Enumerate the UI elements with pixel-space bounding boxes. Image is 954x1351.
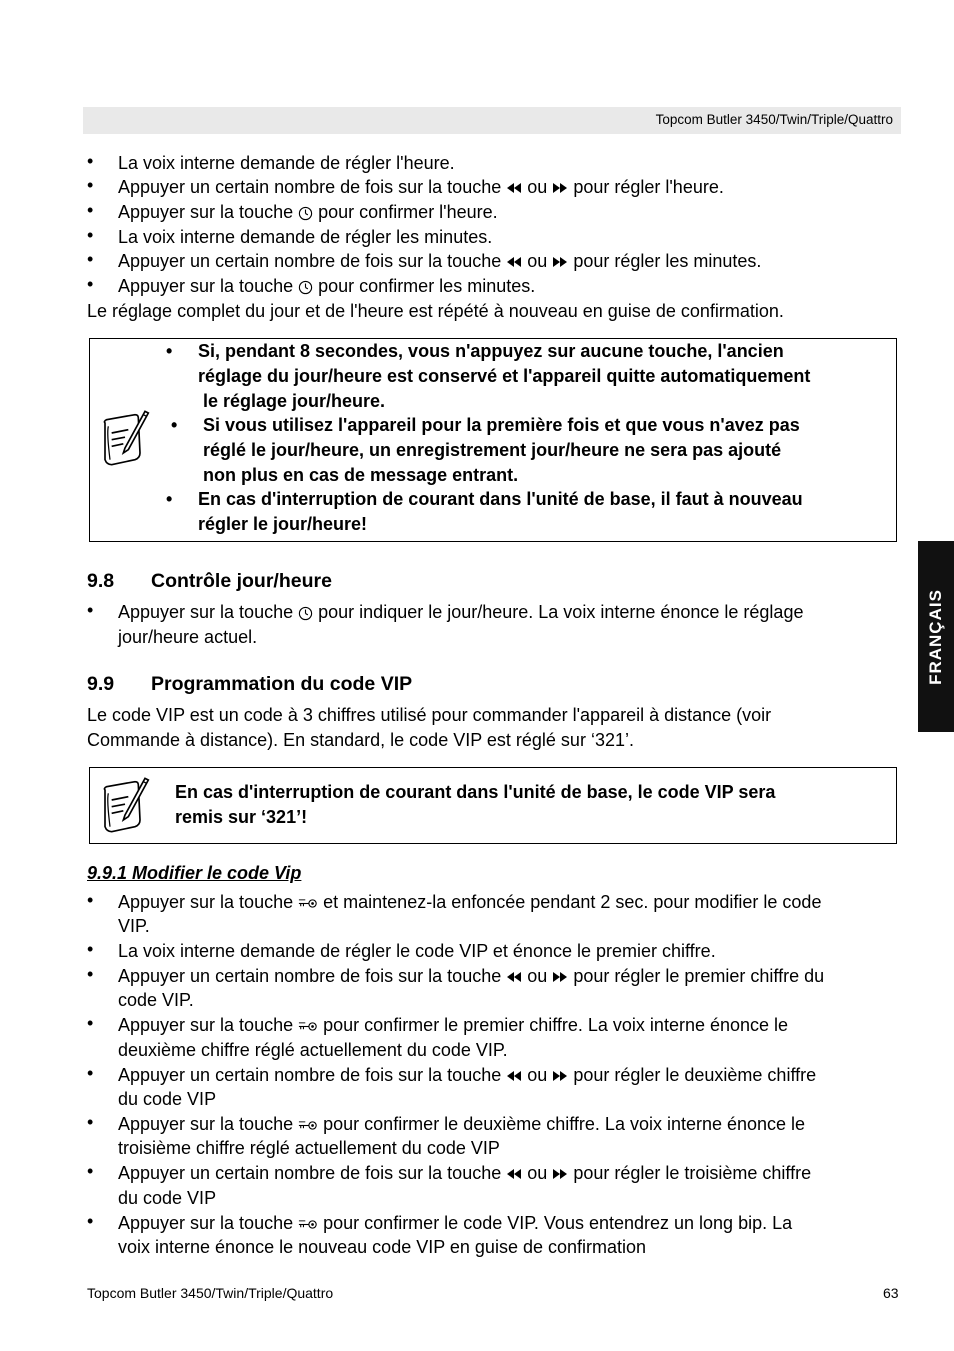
list-item-continued: voix interne énonce le nouveau code VIP en guise de confirmation [118,1237,647,1257]
fast-forward-icon [552,1168,568,1180]
list-item-continued: troisième chiffre réglé actuellement du code VIP [118,1138,500,1158]
list-item-continued: code VIP. [118,990,194,1010]
bullet: • [87,151,94,171]
rewind-icon [506,971,522,983]
note-line: remis sur ‘321’! [175,807,308,827]
list-item-continued: deuxième chiffre réglé actuellement du code VIP. [118,1040,508,1060]
list-item: Appuyer sur la touche pour indiquer le jour/heure. La voix interne énonce le réglage [118,602,804,622]
section-number: 9.9 [87,673,115,695]
subsection-title: 9.9.1 Modifier le code Vip [87,863,302,883]
note-line: régler le jour/heure! [198,514,368,534]
bullet: • [87,890,94,910]
list-item-continued: du code VIP [118,1188,217,1208]
rewind-icon [506,182,522,194]
bullet: • [87,1013,94,1033]
rewind-icon [506,1168,522,1180]
list-item: La voix interne demande de régler le code VIP et énonce le premier chiffre. [118,941,716,961]
paragraph: Le code VIP est un code à 3 chiffres utilisé pour commander l'appareil à distance (voir [87,705,772,725]
list-item: Appuyer un certain nombre de fois sur la touche ou pour régler les minutes. [118,251,762,271]
paragraph: Commande à distance). En standard, le code VIP est réglé sur ‘321’. [87,730,634,750]
bullet: • [87,1161,94,1181]
bullet: • [87,1211,94,1231]
fast-forward-icon [552,1070,568,1082]
bullet: • [87,939,94,959]
list-item: La voix interne demande de régler les minutes. [118,227,493,247]
bullet: • [87,964,94,984]
list-item: Appuyer un certain nombre de fois sur la touche ou pour régler le premier chiffre du [118,966,825,986]
list-item: La voix interne demande de régler l'heure. [118,153,455,173]
note-line: En cas d'interruption de courant dans l'unité de base, le code VIP sera [175,782,776,802]
note-line: réglage du jour/heure est conservé et l'appareil quitte automatiquement [198,366,811,386]
bullet: • [87,600,94,620]
confirmation-paragraph: Le réglage complet du jour et de l'heure est répété à nouveau en guise de confirmation. [87,301,784,321]
section-title: Contrôle jour/heure [151,570,332,592]
bullet: • [87,1112,94,1132]
bullet: • [87,249,94,269]
bullet: • [87,200,94,220]
clock-icon [298,280,313,295]
section-title: Programmation du code VIP [151,673,413,695]
vip-key-icon [298,1219,318,1230]
bullet: • [87,1063,94,1083]
fast-forward-icon [552,971,568,983]
clock-icon [298,206,313,221]
note-line: Si vous utilisez l'appareil pour la première fois et que vous n'avez pas [203,415,800,435]
note-pencil-icon [100,407,150,469]
list-item: Appuyer un certain nombre de fois sur la touche ou pour régler l'heure. [118,177,724,197]
list-item: Appuyer un certain nombre de fois sur la touche ou pour régler le troisième chiffre [118,1163,812,1183]
note-pencil-icon [100,774,150,836]
list-item: Appuyer sur la touche et maintenez-la enfoncée pendant 2 sec. pour modifier le code [118,892,822,912]
vip-key-icon [298,898,318,909]
list-item: Appuyer sur la touche pour confirmer le deuxième chiffre. La voix interne énonce le [118,1114,806,1134]
bullet: • [87,175,94,195]
list-item-continued: du code VIP [118,1089,217,1109]
note-line: non plus en cas de message entrant. [203,465,519,485]
header-title: Topcom Butler 3450/Twin/Triple/Quattro [655,112,893,127]
language-tab [918,541,954,732]
footer-title: Topcom Butler 3450/Twin/Triple/Quattro [87,1285,334,1301]
list-item-continued: VIP. [118,916,150,936]
list-item: Appuyer sur la touche pour confirmer le premier chiffre. La voix interne énonce le [118,1015,789,1035]
bullet: • [87,274,94,294]
vip-key-icon [298,1021,318,1032]
note-line: En cas d'interruption de courant dans l'unité de base, il faut à nouveau [198,489,803,509]
note-line: réglé le jour/heure, un enregistrement jour/heure ne sera pas ajouté [203,440,782,460]
note-bullet: • [166,489,173,509]
fast-forward-icon [552,256,568,268]
note-bullet: • [166,341,173,361]
clock-icon [298,606,313,621]
note-line: Si, pendant 8 secondes, vous n'appuyez sur aucune touche, l'ancien [198,341,784,361]
page-number: 63 [883,1285,899,1301]
bullet: • [87,225,94,245]
rewind-icon [506,256,522,268]
rewind-icon [506,1070,522,1082]
note-line: le réglage jour/heure. [203,391,386,411]
list-item-continued: jour/heure actuel. [118,627,258,647]
fast-forward-icon [552,182,568,194]
vip-key-icon [298,1120,318,1131]
list-item: Appuyer sur la touche pour confirmer le code VIP. Vous entendrez un long bip. La [118,1213,793,1233]
language-tab-label: FRANÇAIS [926,588,945,685]
list-item: Appuyer sur la touche pour confirmer les minutes. [118,276,536,296]
header-bar [83,107,901,134]
list-item: Appuyer un certain nombre de fois sur la touche ou pour régler le deuxième chiffre [118,1065,817,1085]
section-number: 9.8 [87,570,115,592]
note-bullet: • [171,415,178,435]
list-item: Appuyer sur la touche pour confirmer l'heure. [118,202,498,222]
